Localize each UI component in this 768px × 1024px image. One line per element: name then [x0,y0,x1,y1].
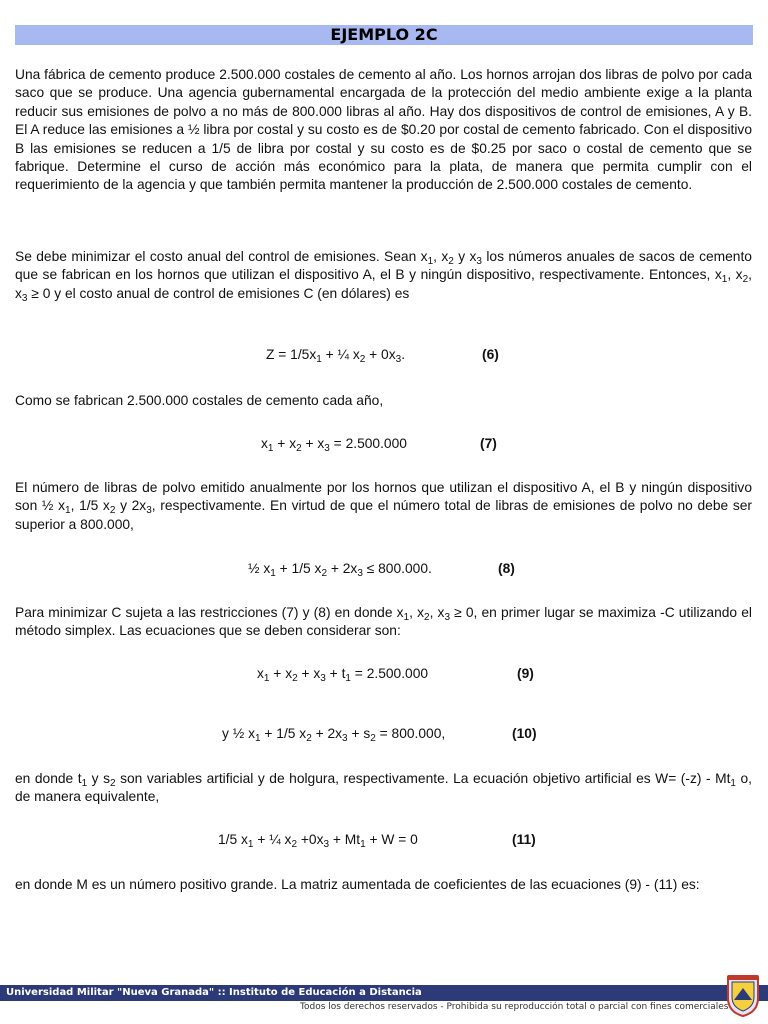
paragraph-artificial: en donde $t_1$ y $s_2$ son variables artificial y de holgura, respectivamente. La ecuación objetivo artificial es $W= (-z) - Mt_1$ o, de manera equivalente, [15,771,753,805]
paragraph-dust: El número de libras de polvo emitido anualmente por los hornos que utilizan el dispositivo A, el B y ningún dispositivo son ½ $x_1$, 1/5 $x_2$ y $2x_3$, respectivamente. En virtud de que el número total de libras de emisiones de polvo no debe ser superior a 800.000, [15,480,752,532]
equation-number: (6) [482,347,499,362]
page-title: EJEMPLO 2C [15,25,753,45]
problem-statement: Una fábrica de cemento produce 2.500.000 costales de cemento al año. Los hornos arrojan dos libras de polvo por cada saco que se produce. Una agencia gubernamental encargada de la protección del medio ambiente exige a la planta reducir sus emisiones de polvo a no más de 800.000 libras al año. Hay dos dispositivos de control de emisiones, A y B. El A reduce las emisiones a ½ libra por costal y su costo es de $0.20 por costal de cemento fabricado. Con el dispositivo B las emisiones se reducen a 1/5 de libra por costal y su costo es de $0.25 por saco o costal de cemento que se fabrique. Determine el curso de acción más económico para la plata, de manera que permita cumplir con el requerimiento de la agencia y que también permita mantener la producción de 2.500.000 costales de cemento. [15,67,752,193]
paragraph-simplex: Para minimizar C sujeta a las restricciones (7) y (8) en donde $x_1$, $x_2$, $x_3 \ge 0$, en primer lugar se maximiza -C utilizando el método simplex. Las ecuaciones que se deben considerar son: [15,605,752,639]
paragraph-variables: Se debe minimizar el costo anual del control de emisiones. Sean $x_1$, $x_2$ y $x_3$ los números anuales de sacos de cemento que se fabrican en los hornos que utilizan el dispositivo A, el B y ningún dispositivo, respectivamente. Entonces, $x_1$, $x_2$, $x_3 \ge 0$ y el costo anual de control de emisiones C (en dólares) es [15,249,752,304]
equation-number: (11) [512,832,536,847]
paragraph-production: Como se fabrican 2.500.000 costales de cemento cada año, [15,393,384,408]
footer-rights: Todos los derechos reservados - Prohibida su reproducción total o parcial con fines comerciales [300,1002,729,1012]
equation-number: (8) [498,561,515,576]
footer-institution: Universidad Militar "Nueva Granada" :: Instituto de Educación a Distancia [0,985,768,1001]
equation-number: (7) [480,436,497,451]
equation-number: (9) [517,666,534,681]
paragraph-matrix: en donde M es un número positivo grande. La matriz aumentada de coeficientes de las ecuaciones (9) - (11) es: [15,877,700,892]
university-seal-icon [724,974,762,1018]
equation-number: (10) [512,726,537,741]
